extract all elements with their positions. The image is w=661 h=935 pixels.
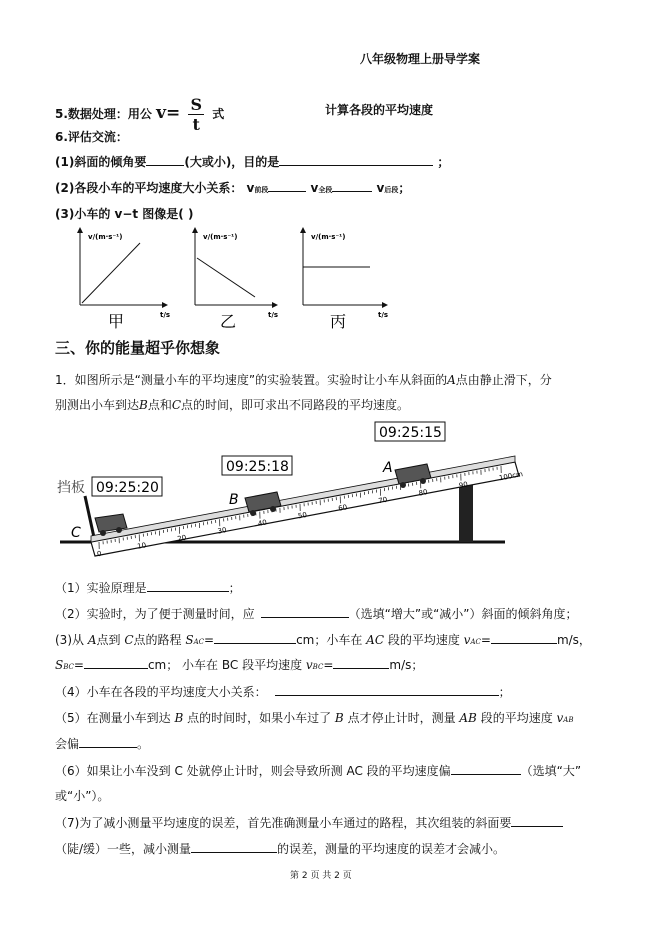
sub7-t3: 的误差，测量的平均速度的误差才会减小。 [277, 842, 506, 856]
q2-blank-2[interactable] [332, 179, 372, 192]
item5-after: 式 [212, 107, 225, 121]
sub5-AB: AB [459, 711, 477, 725]
q2-end: ； [398, 181, 411, 195]
label-b: B [229, 492, 239, 508]
item5-tail: 计算各段的平均速度 [325, 103, 434, 117]
item6-title: 6.评估交流： [55, 130, 128, 144]
sub2-line [55, 605, 578, 622]
time-c: 09:25:20 [96, 480, 159, 496]
sub3-eq2: = [73, 658, 84, 672]
sub3-t7: cm； 小车在 BC 段平均速度 [147, 658, 306, 672]
q1-text-b: (大或小)，目的是 [184, 155, 280, 169]
item6-q1 [55, 153, 449, 170]
q1-text-a: (1)斜面的倾角要 [55, 155, 147, 169]
sub3-t4: cm；小车在 [296, 633, 367, 647]
sub5-t3: 点才停止计时，测量 [343, 711, 460, 725]
ruler-label: 70 [377, 495, 389, 506]
sub3-line2 [55, 656, 423, 673]
sub5-end: 。 [137, 737, 150, 751]
graph-jia [77, 227, 170, 331]
v-symbol-2: v [310, 181, 319, 195]
sub5-B: B [174, 711, 184, 725]
sub3-S2: S [55, 658, 64, 672]
ruler-label: 100cm [498, 470, 524, 483]
sub3-blank-vbc[interactable] [333, 656, 389, 669]
sub3-v-sub: AC [470, 638, 481, 646]
q2-text: (2)各段小车的平均速度大小关系： [55, 181, 243, 195]
page-footer: 第 2 页 共 2 页 [290, 871, 352, 881]
baffle-label: 挡板 [57, 480, 85, 496]
q1-intro-a: 1．如图所示是“测量小车的平均速度”的实验装置。实验时让小车从斜面的 [55, 373, 448, 387]
graph-bing-ylabel: v/(m·s⁻¹) [311, 233, 346, 241]
q1-end: ； [437, 155, 450, 169]
section-title: 三、你的能量超乎你想象 [55, 339, 221, 357]
graph-bing-name: 丙 [330, 312, 347, 331]
q1-intro-c: 别测出小车到达 [55, 398, 140, 412]
sub3-eq: = [204, 633, 215, 647]
q1-intro-line1 [55, 371, 552, 388]
sub3-t8: m/s； [389, 658, 424, 672]
graph-jia-ylabel: v/(m·s⁻¹) [88, 233, 123, 241]
sub5-line1 [55, 709, 574, 726]
formula-eq: = [166, 103, 181, 123]
sub2-text-b: （选填“增大”或“减小”）斜面的倾斜角度； [348, 607, 578, 621]
item5-prefix: 5.数据处理：用公 [55, 107, 152, 121]
ruler-label: 80 [418, 488, 429, 498]
sub1-end: ； [228, 581, 241, 595]
page-header: 八年级物理上册导学案 [360, 52, 481, 66]
label-a: A [383, 460, 393, 476]
q1-intro-e: 点的时间，即可求出不同路段的平均速度。 [181, 398, 410, 412]
sub4-line [55, 683, 511, 700]
ruler-label: 50 [297, 510, 308, 521]
formula-fraction [188, 95, 204, 134]
sub3-blank-sac[interactable] [214, 631, 296, 644]
ruler-label: 30 [217, 526, 228, 536]
baffle [85, 496, 95, 542]
item6-q2 [55, 179, 410, 196]
sub6-blank[interactable] [451, 762, 521, 775]
graph-yi-xlabel: t/s [268, 311, 279, 319]
sub5-t5: 会偏 [55, 737, 80, 751]
sub6-t1: （6）如果让小车没到 C 处就停止计时，则会导致所测 AC 段的平均速度偏 [55, 764, 451, 778]
time-a: 09:25:15 [379, 425, 442, 441]
sub3-v2: v [305, 658, 313, 672]
formula-v: v [156, 103, 166, 123]
q1-blank-1[interactable] [146, 153, 184, 166]
q1-intro-b: 点由静止滑下，分 [455, 373, 552, 387]
v-symbol-1: v [246, 181, 255, 195]
ruler-label: 90 [458, 480, 469, 490]
ruler-label: 0 [96, 549, 103, 559]
sub7-blank-1[interactable] [511, 814, 563, 827]
sub5-B2: B [334, 711, 344, 725]
vt-graphs [60, 225, 400, 335]
ruler-label: 10 [136, 541, 147, 551]
ruler-label: 40 [257, 518, 268, 528]
v-sub-front: 前段 [254, 186, 269, 194]
sub3-v2-sub: BC [312, 663, 324, 671]
sub5-blank[interactable] [79, 735, 137, 748]
sub5-v: v [556, 711, 564, 725]
q1-intro-line2 [55, 396, 409, 413]
sub3-t2: 点到 [96, 633, 125, 647]
graph-yi-name: 乙 [220, 312, 237, 331]
graph-jia-xlabel: t/s [160, 311, 171, 319]
sub2-blank[interactable] [261, 605, 349, 618]
sub5-v-sub: AB [563, 716, 574, 724]
sub1-blank[interactable] [147, 579, 229, 592]
v-sub-back: 后段 [384, 186, 399, 194]
graph-bing [300, 227, 388, 331]
sub7-t1: （7)为了减小测量平均速度的误差，首先准确测量小车通过的路程，其次组装的斜面要 [55, 816, 512, 830]
sub7-line1 [55, 814, 563, 831]
graph-yi-ylabel: v/(m·s⁻¹) [203, 233, 238, 241]
sub3-t5: 段的平均速度 [384, 633, 464, 647]
ruler-label: 60 [337, 503, 348, 513]
sub3-A: A [87, 633, 97, 647]
formula-denominator: t [192, 115, 200, 134]
sub3-t6: m/s， [556, 633, 591, 647]
q1-blank-2[interactable] [279, 153, 433, 166]
graph-yi [192, 227, 278, 331]
sub5-line2 [55, 735, 149, 752]
sub3-veq2: = [323, 658, 334, 672]
sub3-S2-sub: BC [63, 663, 74, 671]
sub3-line1 [55, 631, 591, 648]
item6-q3: (3)小车的 v−t 图像是( ) [55, 207, 194, 221]
sub3-v: v [463, 633, 471, 647]
sub5-t2: 点的时间时，如果小车过了 [183, 711, 335, 725]
sub3-AC: AC [366, 633, 385, 647]
sub2-text-a: （2）实验时，为了便于测量时间，应 [55, 607, 255, 621]
sub5-t1: （5）在测量小车到达 [55, 711, 175, 725]
q1-point-c: C [171, 398, 182, 412]
sub3-t3: 点的路程 [133, 633, 186, 647]
sub3-veq: = [480, 633, 491, 647]
v-sub-whole: 全段 [318, 186, 333, 194]
graph-bing-xlabel: t/s [378, 311, 389, 319]
sub7-blank-2[interactable] [191, 840, 277, 853]
formula-numerator: S [190, 95, 202, 114]
sub1-line [55, 579, 241, 596]
sub6-line1 [55, 762, 581, 779]
label-c: C [71, 525, 81, 541]
sub3-C: C [124, 633, 134, 647]
support-block [459, 482, 473, 542]
sub5-t4: 段的平均速度 [476, 711, 557, 725]
sub4-end: ； [498, 685, 511, 699]
sub4-text: （4）小车在各段的平均速度大小关系： [55, 685, 267, 699]
ruler-label: 20 [176, 533, 188, 544]
sub3-S-sub: AC [193, 638, 204, 646]
v-symbol-3: v [376, 181, 385, 195]
q1-point-a: A [447, 373, 456, 387]
q2-blank-1[interactable] [268, 179, 306, 192]
q1-intro-d: 点和 [147, 398, 172, 412]
sub3-blank-vac[interactable] [491, 631, 557, 644]
sub1-text: （1）实验原理是 [55, 581, 147, 595]
sub7-t2: （陡/缓）一些，减小测量 [55, 842, 192, 856]
sub4-blank[interactable] [275, 683, 499, 696]
sub7-line2 [55, 840, 505, 857]
graph-jia-name: 甲 [108, 312, 125, 331]
sub6-line2: 或“小”）。 [55, 789, 110, 803]
q1-point-b: B [139, 398, 148, 412]
incline-figure [55, 418, 535, 568]
sub3-blank-sbc[interactable] [84, 656, 148, 669]
sub3-S: S [185, 633, 194, 647]
time-b: 09:25:18 [226, 459, 289, 475]
sub3-t1: (3)从 [55, 633, 88, 647]
sub6-t2: （选填“大” [520, 764, 582, 778]
